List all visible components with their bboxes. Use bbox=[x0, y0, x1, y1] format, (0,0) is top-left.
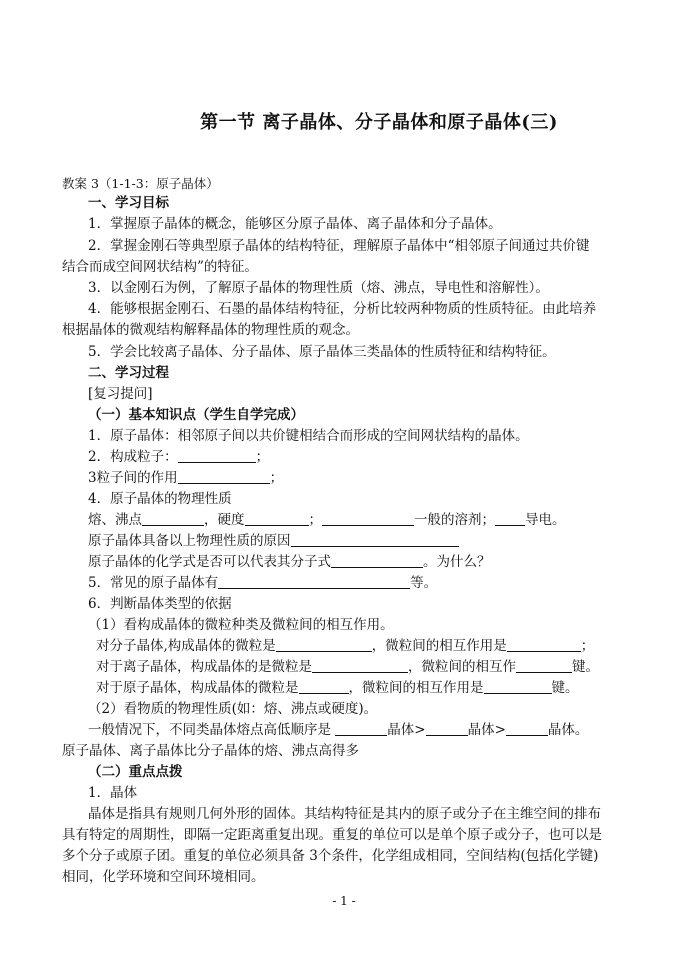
melting-order-note: 原子晶体、离子晶体比分子晶体的熔、沸点高得多 bbox=[62, 743, 359, 759]
fill-blank[interactable] bbox=[484, 679, 552, 694]
goal-1: 1．掌握原子晶体的概念，能够区分原子晶体、离子晶体和分子晶体。 bbox=[88, 216, 502, 232]
crystal-text-1: 晶体是指具有规则几何外形的固体。其结构特征是其内的原子或分子在主维空间的排布 bbox=[88, 806, 601, 822]
fill-blank[interactable] bbox=[335, 721, 387, 736]
goal-4-line-2: 根据晶体的微观结构解释晶体的物理性质的观念。 bbox=[62, 322, 359, 338]
crystal-text-2: 具有特定的周期性，即隔一定距离重复出现。重复的单位可以是单个原子或分子，也可以是 bbox=[62, 827, 602, 843]
lesson-label: 教案 3（1-1-3：原子晶体） bbox=[62, 176, 219, 191]
goal-5: 5．学会比较离子晶体、分子晶体、原子晶体三类晶体的性质特征和结构特征。 bbox=[88, 344, 556, 360]
section-heading-process: 二、学习过程 bbox=[88, 365, 169, 381]
property-line: 熔、沸点 ，硬度 ； 一般的溶剂； 导电。 bbox=[88, 512, 566, 528]
melting-order-line: 一般情况下，不同类晶体熔点高低顺序是 晶体> 晶体> 晶体。 bbox=[88, 722, 589, 738]
fill-blank[interactable] bbox=[178, 469, 270, 484]
page-number: - 1 - bbox=[332, 894, 356, 908]
fill-blank[interactable] bbox=[276, 637, 372, 652]
fill-blank[interactable] bbox=[426, 721, 468, 736]
atomic-crystal-line: 对于原子晶体，构成晶体的微粒是 ，微粒间的相互作用是 键。 bbox=[96, 680, 579, 696]
reason-line: 原子晶体具备以上物理性质的原因 bbox=[88, 531, 459, 551]
fill-blank[interactable] bbox=[516, 658, 572, 673]
fill-blank[interactable] bbox=[312, 658, 408, 673]
section-heading-goals: 一、学习目标 bbox=[88, 195, 169, 211]
fill-blank[interactable] bbox=[142, 511, 204, 526]
review-label: [复习提问] bbox=[88, 386, 153, 402]
goal-3: 3．以金刚石为例，了解原子晶体的物理性质（熔、沸点，导电性和溶解性）。 bbox=[88, 280, 549, 296]
fill-blank[interactable] bbox=[178, 448, 256, 463]
knowledge-2: 2．构成粒子： ； bbox=[88, 449, 270, 465]
fill-blank[interactable] bbox=[506, 721, 548, 736]
judge-2: （2）看物质的物理性质(如：熔、沸点或硬度)。 bbox=[88, 701, 378, 717]
molecular-crystal-line: 对分子晶体,构成晶体的微粒是 ，微粒间的相互作用是 ； bbox=[96, 638, 595, 654]
subheading-basics: （一）基本知识点（学生自学完成） bbox=[88, 407, 304, 423]
crystal-text-4: 相同，化学环境和空间环境相同。 bbox=[62, 869, 265, 885]
fill-blank[interactable] bbox=[331, 553, 423, 568]
page-title: 第一节 离子晶体、分子晶体和原子晶体(三) bbox=[200, 112, 558, 133]
crystal-text-3: 多个分子或原子团。重复的单位必须具备 3个条件，化学组成相同，空间结构(包括化学键) bbox=[62, 848, 599, 864]
fill-blank[interactable] bbox=[495, 511, 525, 526]
goal-4-line-1: 4．能够根据金刚石、石墨的晶体结构特征，分析比较两种物质的性质特征。由此培养 bbox=[88, 301, 597, 317]
fill-blank[interactable] bbox=[291, 532, 459, 547]
knowledge-1: 1．原子晶体：相邻原子间以共价键相结合而形成的空间网状结构的晶体。 bbox=[88, 428, 529, 444]
fill-blank[interactable] bbox=[507, 637, 581, 652]
formula-line: 原子晶体的化学式是否可以代表其分子式 。为什么？ bbox=[88, 554, 491, 570]
subheading-key-points: （二）重点点拨 bbox=[88, 764, 183, 780]
knowledge-6: 6．判断晶体类型的依据 bbox=[88, 596, 232, 612]
fill-blank[interactable] bbox=[299, 679, 349, 694]
knowledge-3: 3粒子间的作用 ； bbox=[88, 470, 284, 486]
knowledge-5: 5．常见的原子晶体有 等。 bbox=[88, 575, 438, 591]
judge-1: （1）看构成晶体的微粒种类及微粒间的相互作用。 bbox=[88, 617, 394, 633]
ionic-crystal-line: 对于离子晶体，构成晶体的是微粒是 ，微粒间的相互作 键。 bbox=[96, 659, 599, 675]
fill-blank[interactable] bbox=[218, 574, 410, 589]
fill-blank[interactable] bbox=[322, 511, 414, 526]
crystal-heading: 1．晶体 bbox=[88, 785, 138, 801]
goal-2-line-1: 2．掌握金刚石等典型原子晶体的结构特征，理解原子晶体中“相邻原子间通过共价键 bbox=[88, 238, 590, 254]
goal-2-line-2: 结合而成空间网状结构”的特征。 bbox=[62, 259, 258, 275]
knowledge-4: 4．原子晶体的物理性质 bbox=[88, 491, 232, 507]
fill-blank[interactable] bbox=[245, 511, 309, 526]
